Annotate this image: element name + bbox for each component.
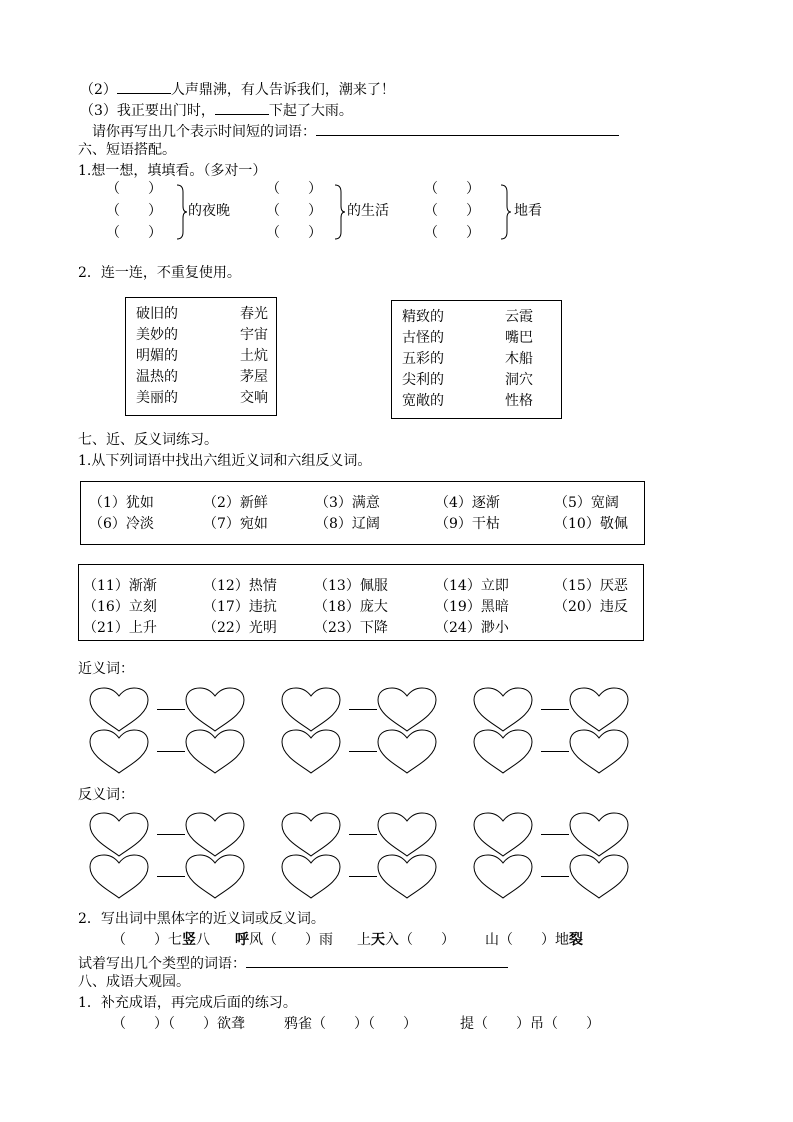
- match-left-word[interactable]: 温热的: [136, 369, 178, 385]
- match-left-word[interactable]: 尖利的: [402, 372, 444, 388]
- pair-connector: [541, 876, 569, 877]
- q2-try-prompt: 试着写出几个类型的词语：: [78, 956, 246, 972]
- q2-item-post: 风（ ）雨: [249, 932, 333, 948]
- paren-blank[interactable]: （ ）: [106, 203, 162, 219]
- match-box-1: [125, 297, 277, 416]
- q2-item-2: [235, 933, 333, 947]
- word-box-1: [80, 481, 645, 545]
- time-words-line: [92, 122, 619, 139]
- suffix-look: 地看: [514, 203, 542, 219]
- word-item: （1）犹如: [89, 495, 154, 511]
- antonyms-label: 反义词：: [78, 787, 134, 803]
- paren-blank[interactable]: （ ）: [106, 225, 162, 241]
- match-left-word[interactable]: 明媚的: [136, 348, 178, 364]
- heart-blank-icon[interactable]: [280, 854, 342, 900]
- q2-item-4: [485, 933, 583, 947]
- pair-connector: [349, 834, 377, 835]
- q2-item-pre: 上: [357, 932, 371, 948]
- time-words-blank[interactable]: [316, 122, 619, 136]
- match-right-word[interactable]: 春光: [240, 306, 268, 322]
- synonyms-label: 近义词：: [78, 661, 134, 677]
- pair-connector: [541, 751, 569, 752]
- item2-suffix: 人声鼎沸，有人告诉我们，潮来了！: [170, 82, 395, 98]
- match-left-word[interactable]: 宽敞的: [402, 393, 444, 409]
- section6-q1-title: 1.想一想，填填看。（多对一）: [78, 163, 267, 179]
- match-right-word[interactable]: 木船: [505, 351, 533, 367]
- heart-blank-icon[interactable]: [472, 812, 534, 858]
- heart-blank-icon[interactable]: [376, 854, 438, 900]
- q2-item-bold: 呼: [235, 932, 249, 948]
- q2-item-pre: （ ）七: [112, 932, 182, 948]
- word-item: （19）黑暗: [435, 599, 509, 615]
- idiom-item-2[interactable]: 鸦雀（ ）（ ）: [284, 1016, 417, 1032]
- pair-connector: [349, 751, 377, 752]
- q2-item-bold: 裂: [569, 932, 583, 948]
- match-right-word[interactable]: 嘴巴: [505, 330, 533, 346]
- pair-connector: [349, 709, 377, 710]
- section6-q2-title: 2．连一连，不重复使用。: [78, 265, 241, 281]
- word-item: （20）违反: [554, 599, 628, 615]
- word-item: （16）立刻: [83, 599, 157, 615]
- brace-icon: [176, 184, 188, 240]
- word-item: （3）满意: [315, 495, 380, 511]
- section7-q1-title: 1.从下列词语中找出六组近义词和六组反义词。: [78, 453, 372, 469]
- heart-blank-icon[interactable]: [280, 687, 342, 733]
- word-item: （11）渐渐: [83, 578, 157, 594]
- section7-q2-title: 2．写出词中黑体字的近义词或反义词。: [78, 911, 325, 927]
- brace-icon: [334, 184, 346, 240]
- q2-try-line: [78, 954, 508, 971]
- heart-blank-icon[interactable]: [88, 812, 150, 858]
- word-item: （14）立即: [435, 578, 509, 594]
- word-item: （7）宛如: [203, 516, 268, 532]
- paren-blank[interactable]: （ ）: [106, 181, 162, 197]
- word-item: （6）冷淡: [89, 516, 154, 532]
- paren-blank[interactable]: （ ）: [424, 203, 480, 219]
- word-item: （24）渺小: [435, 620, 509, 636]
- word-box-2: [78, 564, 644, 641]
- heart-blank-icon[interactable]: [280, 812, 342, 858]
- match-right-word[interactable]: 洞穴: [505, 372, 533, 388]
- heart-blank-icon[interactable]: [472, 854, 534, 900]
- suffix-night: 的夜晚: [188, 203, 230, 219]
- word-item: （8）辽阔: [315, 516, 380, 532]
- section7-title: 七、近、反义词练习。: [78, 432, 218, 448]
- q2-item-bold: 竖: [182, 932, 196, 948]
- item2-prefix: （2）: [80, 82, 117, 98]
- heart-blank-icon[interactable]: [472, 729, 534, 775]
- suffix-life: 的生活: [347, 203, 389, 219]
- item2-line: [80, 80, 395, 97]
- paren-blank[interactable]: （ ）: [424, 181, 480, 197]
- heart-blank-icon[interactable]: [184, 854, 246, 900]
- time-words-prompt: 请你再写出几个表示时间短的词语：: [92, 124, 316, 140]
- word-item: （10）敬佩: [554, 516, 628, 532]
- item3-line: [80, 101, 353, 118]
- word-item: （22）光明: [203, 620, 277, 636]
- word-item: （21）上升: [83, 620, 157, 636]
- q2-item-3: [357, 933, 455, 947]
- heart-blank-icon[interactable]: [568, 854, 630, 900]
- idiom-item-1[interactable]: （ ）（ ）欲聋: [112, 1016, 245, 1032]
- section8-q1-title: 1．补充成语，再完成后面的练习。: [78, 995, 297, 1011]
- heart-blank-icon[interactable]: [184, 729, 246, 775]
- paren-blank[interactable]: （ ）: [424, 225, 480, 241]
- section8-title: 八、成语大观园。: [78, 974, 190, 990]
- item2-blank[interactable]: [117, 80, 171, 94]
- heart-blank-icon[interactable]: [88, 854, 150, 900]
- match-left-word[interactable]: 古怪的: [402, 330, 444, 346]
- word-item: （2）新鲜: [203, 495, 268, 511]
- q2-item-post: 八: [196, 932, 210, 948]
- heart-blank-icon[interactable]: [376, 812, 438, 858]
- pair-connector: [157, 834, 185, 835]
- word-item: （17）违抗: [203, 599, 277, 615]
- heart-blank-icon[interactable]: [88, 687, 150, 733]
- pair-connector: [541, 834, 569, 835]
- section6-title: 六、短语搭配。: [78, 142, 176, 158]
- match-right-word[interactable]: 茅屋: [240, 369, 268, 385]
- q2-item-pre: 山（ ）地: [485, 932, 569, 948]
- paren-blank[interactable]: （ ）: [266, 225, 322, 241]
- idiom-item-3[interactable]: 提（ ）吊（ ）: [460, 1016, 600, 1032]
- heart-blank-icon[interactable]: [376, 729, 438, 775]
- word-item: （18）庞大: [314, 599, 388, 615]
- heart-blank-icon[interactable]: [184, 687, 246, 733]
- pair-connector: [157, 751, 185, 752]
- match-left-word[interactable]: 精致的: [402, 309, 444, 325]
- word-item: （9）干枯: [435, 516, 500, 532]
- match-right-word[interactable]: 云霞: [505, 309, 533, 325]
- match-right-word[interactable]: 交响: [240, 390, 268, 406]
- word-item: （15）厌恶: [554, 578, 628, 594]
- paren-blank[interactable]: （ ）: [266, 203, 322, 219]
- item3-suffix: 下起了大雨。: [268, 103, 353, 119]
- heart-blank-icon[interactable]: [376, 687, 438, 733]
- word-item: （23）下降: [314, 620, 388, 636]
- heart-blank-icon[interactable]: [568, 812, 630, 858]
- heart-blank-icon[interactable]: [280, 729, 342, 775]
- heart-blank-icon[interactable]: [472, 687, 534, 733]
- q2-item-post: 入（ ）: [385, 932, 455, 948]
- paren-blank[interactable]: （ ）: [266, 181, 322, 197]
- word-item: （12）热情: [203, 578, 277, 594]
- match-right-word[interactable]: 宇宙: [240, 327, 268, 343]
- word-item: （4）逐渐: [435, 495, 500, 511]
- match-left-word[interactable]: 破旧的: [136, 306, 178, 322]
- pair-connector: [349, 876, 377, 877]
- brace-icon: [500, 184, 512, 240]
- q2-item-1: [112, 933, 210, 947]
- pair-connector: [541, 709, 569, 710]
- heart-blank-icon[interactable]: [88, 729, 150, 775]
- item3-blank[interactable]: [215, 101, 269, 115]
- heart-blank-icon[interactable]: [184, 812, 246, 858]
- match-right-word[interactable]: 性格: [505, 393, 533, 409]
- match-left-word[interactable]: 美妙的: [136, 327, 178, 343]
- heart-blank-icon[interactable]: [568, 687, 630, 733]
- match-left-word[interactable]: 美丽的: [136, 390, 178, 406]
- word-item: （13）佩服: [314, 578, 388, 594]
- match-left-word[interactable]: 五彩的: [402, 351, 444, 367]
- match-right-word[interactable]: 土炕: [240, 348, 268, 364]
- heart-blank-icon[interactable]: [568, 729, 630, 775]
- item3-prefix: （3）我正要出门时，: [80, 103, 215, 119]
- pair-connector: [157, 709, 185, 710]
- pair-connector: [157, 876, 185, 877]
- match-box-2: [391, 300, 562, 419]
- q2-item-bold: 天: [371, 932, 385, 948]
- word-item: （5）宽阔: [554, 495, 619, 511]
- q2-try-blank[interactable]: [246, 954, 508, 968]
